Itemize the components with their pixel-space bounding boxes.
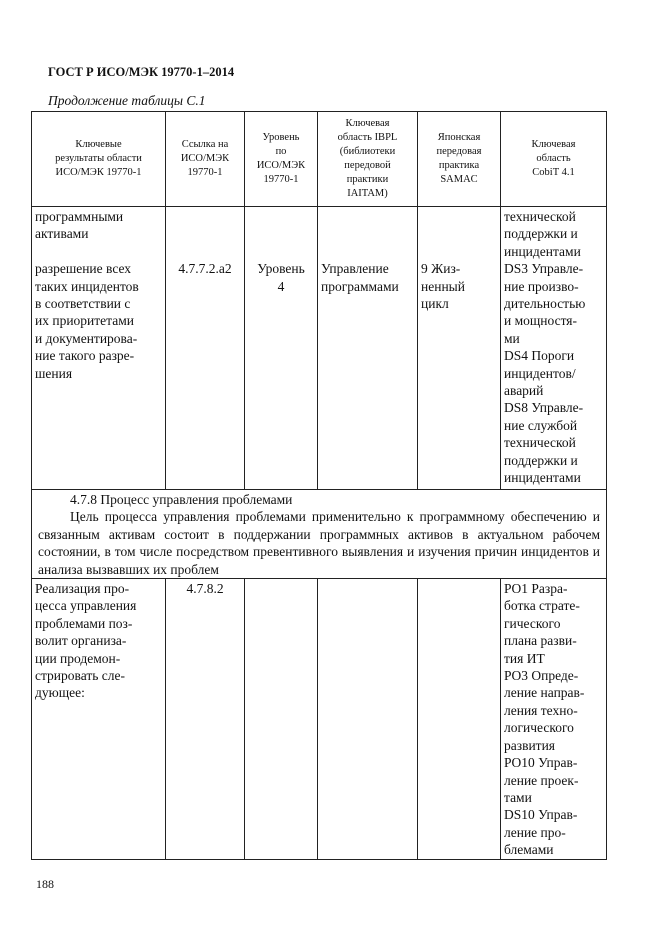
text-line: шения bbox=[35, 365, 73, 381]
text-line: CobiT 4.1 bbox=[532, 167, 575, 178]
text-line: передовой bbox=[344, 160, 391, 171]
text-line: поддержки и bbox=[504, 452, 578, 468]
cell-cobit bbox=[501, 579, 607, 860]
text-line: ления техно- bbox=[504, 702, 578, 718]
text-line: Уровень bbox=[262, 132, 300, 143]
text-line: разрешение всех bbox=[35, 261, 132, 277]
text-line: ИСО/МЭК bbox=[180, 153, 230, 164]
text-line: SAMAC bbox=[440, 174, 478, 185]
standards-mapping-table bbox=[31, 111, 607, 860]
text-line: плана разви- bbox=[504, 633, 577, 649]
text-line: технической bbox=[504, 209, 576, 224]
text-line: и мощностя- bbox=[504, 313, 578, 329]
text-line: 19770-1 bbox=[263, 174, 299, 185]
text-line: практики bbox=[346, 174, 389, 185]
text-line: дительностью bbox=[504, 296, 586, 312]
document-standard-title: ГОСТ Р ИСО/МЭК 19770-1–2014 bbox=[48, 65, 235, 79]
reference-value: 4.7.8.2 bbox=[186, 581, 224, 597]
text-line: 9 Жиз- bbox=[421, 261, 461, 277]
cell-ibpl bbox=[318, 579, 418, 860]
cell-reference bbox=[166, 207, 245, 490]
cobit-value bbox=[504, 208, 603, 487]
section-description: Цель процесса управления проблемами применительно к программному обеспечению и связанным активам состоит в поддержании программных активов в актуальном рабочем состоянии, в том числе посредством превентивного выявления и изучения причин инцидентов и анализа вызвавших их проблем bbox=[38, 509, 600, 577]
text-line: практика bbox=[438, 160, 480, 171]
text-line: гического bbox=[504, 615, 561, 631]
section-heading: 4.7.8 Процесс управления проблемами bbox=[70, 492, 293, 507]
text-line: ление направ- bbox=[504, 685, 585, 701]
text-line: активами bbox=[35, 226, 89, 242]
text-line: DS3 Управле- bbox=[504, 261, 584, 277]
text-line: PO3 Опреде- bbox=[504, 668, 579, 684]
text-line: PO1 Разра- bbox=[504, 581, 568, 597]
text-line: инцидентами bbox=[504, 243, 581, 259]
table-header-row bbox=[32, 112, 607, 207]
text-line: ИСО/МЭК 19770-1 bbox=[55, 167, 142, 178]
text-line: их приоритетами bbox=[35, 313, 134, 329]
text-line: ненный bbox=[421, 278, 465, 294]
text-line: результаты области bbox=[55, 153, 142, 164]
text-line: DS4 Пороги bbox=[504, 348, 575, 364]
text-line: Ссылка на bbox=[181, 139, 229, 150]
text-line: ние службой bbox=[504, 417, 578, 433]
text-line: ции продемон- bbox=[35, 650, 121, 666]
text-line: Реализация про- bbox=[35, 581, 130, 597]
text-line: программными bbox=[35, 209, 124, 224]
header-key-results bbox=[32, 112, 166, 207]
text-line: 19770-1 bbox=[187, 167, 223, 178]
text-line: DS10 Управ- bbox=[504, 807, 578, 823]
text-line: 4 bbox=[277, 278, 285, 294]
text-line: PO10 Управ- bbox=[504, 755, 578, 771]
results-text-a bbox=[35, 208, 162, 243]
text-line: поддержки и bbox=[504, 226, 578, 242]
level-value bbox=[248, 260, 314, 295]
header-samac bbox=[418, 112, 501, 207]
cell-cobit bbox=[501, 207, 607, 490]
cell-reference bbox=[166, 579, 245, 860]
text-line: тия ИТ bbox=[504, 650, 545, 666]
cell-level bbox=[245, 579, 318, 860]
text-line: ми bbox=[504, 330, 520, 346]
text-line: ление проек- bbox=[504, 772, 579, 788]
text-line: дующее: bbox=[35, 685, 85, 701]
cell-samac bbox=[418, 579, 501, 860]
text-line: передовая bbox=[436, 146, 482, 157]
text-line: ИСО/МЭК bbox=[256, 160, 306, 171]
text-line: стрировать сле- bbox=[35, 668, 126, 684]
cell-key-results bbox=[32, 579, 166, 860]
text-line: таких инцидентов bbox=[35, 278, 139, 294]
samac-value bbox=[421, 260, 497, 312]
text-line: (библиотеки bbox=[339, 146, 396, 157]
text-line: аварий bbox=[504, 383, 544, 399]
cell-samac bbox=[418, 207, 501, 490]
text-line: логического bbox=[504, 720, 574, 736]
header-reference bbox=[166, 112, 245, 207]
text-line: Уровень bbox=[257, 261, 305, 277]
cobit-value bbox=[504, 580, 603, 859]
text-line: ление про- bbox=[504, 824, 566, 840]
text-line: волит организа- bbox=[35, 633, 127, 649]
section-cell bbox=[32, 490, 607, 579]
page-number: 188 bbox=[36, 877, 54, 891]
text-line: блемами bbox=[504, 842, 554, 858]
text-line: по bbox=[275, 146, 287, 157]
table-row bbox=[32, 579, 607, 860]
text-line: DS8 Управле- bbox=[504, 400, 584, 416]
text-line: ботка страте- bbox=[504, 598, 580, 614]
text-line: инцидентами bbox=[504, 470, 581, 486]
text-line: Управление bbox=[321, 261, 389, 277]
header-ibpl-area bbox=[318, 112, 418, 207]
reference-value: 4.7.7.2.a2 bbox=[178, 261, 232, 277]
text-line: цесса управления bbox=[35, 598, 137, 614]
text-line: проблемами поз- bbox=[35, 615, 133, 631]
ibpl-value bbox=[321, 260, 414, 295]
text-line: ние произво- bbox=[504, 278, 579, 294]
results-text bbox=[35, 580, 162, 702]
text-line: инцидентов/ bbox=[504, 365, 576, 381]
text-line: тами bbox=[504, 789, 532, 805]
text-line: и документирова- bbox=[35, 330, 138, 346]
table-row bbox=[32, 207, 607, 490]
text-line: в соответствии с bbox=[35, 296, 131, 312]
text-line: программами bbox=[321, 278, 399, 294]
text-line: цикл bbox=[421, 295, 449, 311]
text-line: IAITAM) bbox=[347, 188, 388, 199]
table-section-row bbox=[32, 490, 607, 579]
table-caption: Продолжение таблицы С.1 bbox=[48, 93, 206, 108]
text-line: Ключевая bbox=[531, 139, 576, 150]
results-text-b bbox=[35, 260, 162, 382]
cell-level bbox=[245, 207, 318, 490]
text-line: Японская bbox=[437, 132, 481, 143]
text-line: технической bbox=[504, 435, 576, 451]
text-line: развития bbox=[504, 737, 556, 753]
text-line: Ключевые bbox=[75, 139, 122, 150]
text-line: Ключевая bbox=[345, 118, 390, 129]
cell-ibpl bbox=[318, 207, 418, 490]
text-line: ние такого разре- bbox=[35, 348, 135, 364]
header-cobit-area bbox=[501, 112, 607, 207]
header-level bbox=[245, 112, 318, 207]
text-line: область IBPL bbox=[337, 132, 398, 143]
text-line: область bbox=[536, 153, 571, 164]
cell-key-results bbox=[32, 207, 166, 490]
